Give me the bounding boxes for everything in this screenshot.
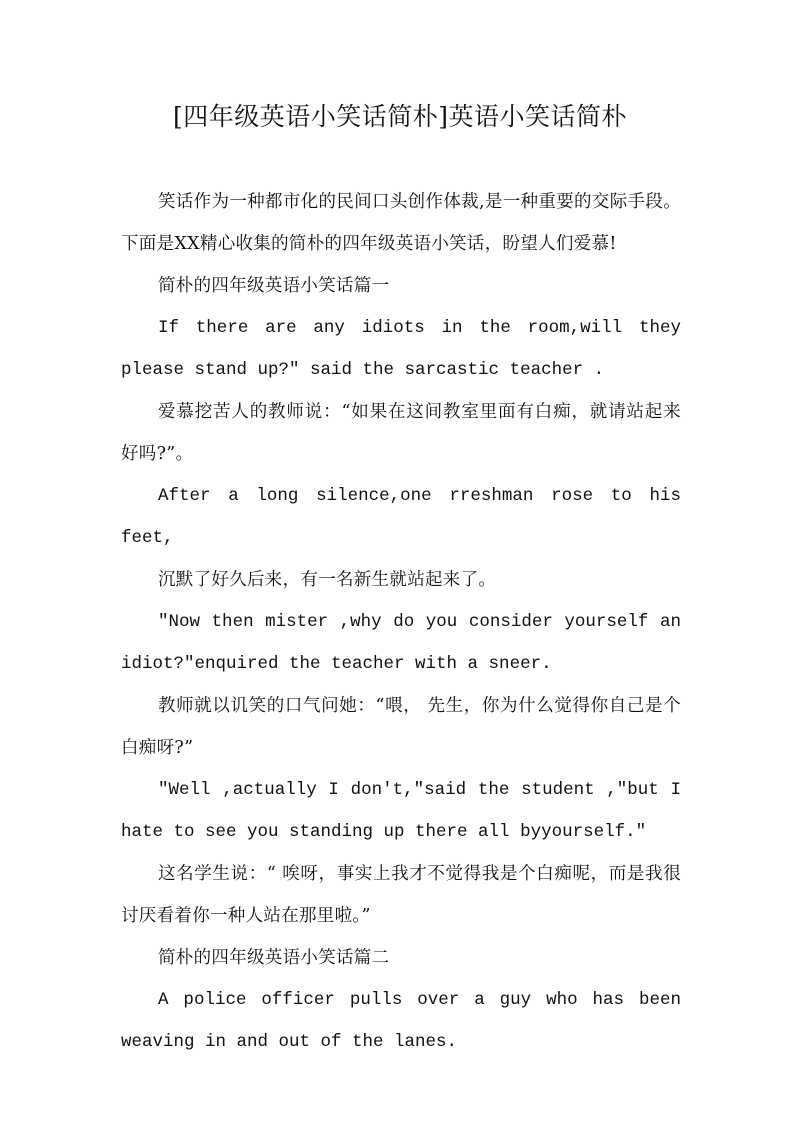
section-heading-one: 简朴的四年级英语小笑话篇一 xyxy=(158,276,390,296)
paragraph-english: After a long silence,one rreshman rose to his feet, xyxy=(121,486,681,548)
paragraph-english: If there are any idiots in the room,will they please stand up?" said the sarcastic teacher . xyxy=(121,318,681,380)
paragraph-english: "Well ,actually I don't,"said the student ,"but I hate to see you standing up there all byyourself." xyxy=(121,780,681,842)
paragraph-chinese: 爱慕挖苦人的教师说：“如果在这间教室里面有白痴，就请站起来好吗?”。 xyxy=(121,402,681,464)
paragraph-chinese: 这名学生说：“ 唉呀，事实上我才不觉得我是个白痴呢，而是我很讨厌看着你一种人站在那里啦。” xyxy=(121,864,681,926)
paragraph-chinese: 教师就以讥笑的口气问她：“喂， 先生，你为什么觉得你自己是个白痴呀?” xyxy=(121,696,681,758)
paragraph-english: A police officer pulls over a guy who has been weaving in and out of the lanes. xyxy=(121,990,681,1052)
paragraph-english: "Now then mister ,why do you consider yourself an idiot?"enquired the teacher with a sneer. xyxy=(121,612,681,674)
document-title: [四年级英语小笑话简朴]英语小笑话简朴 xyxy=(172,102,627,131)
paragraph-chinese: 沉默了好久后来，有一名新生就站起来了。 xyxy=(158,570,497,590)
section-heading-two: 简朴的四年级英语小笑话篇二 xyxy=(158,948,390,968)
document-body xyxy=(121,181,681,1063)
paragraph-intro: 笑话作为一种都市化的民间口头创作体裁,是一种重要的交际手段。下面是XX精心收集的简朴的四年级英语小笑话，盼望人们爱慕! xyxy=(121,192,681,254)
